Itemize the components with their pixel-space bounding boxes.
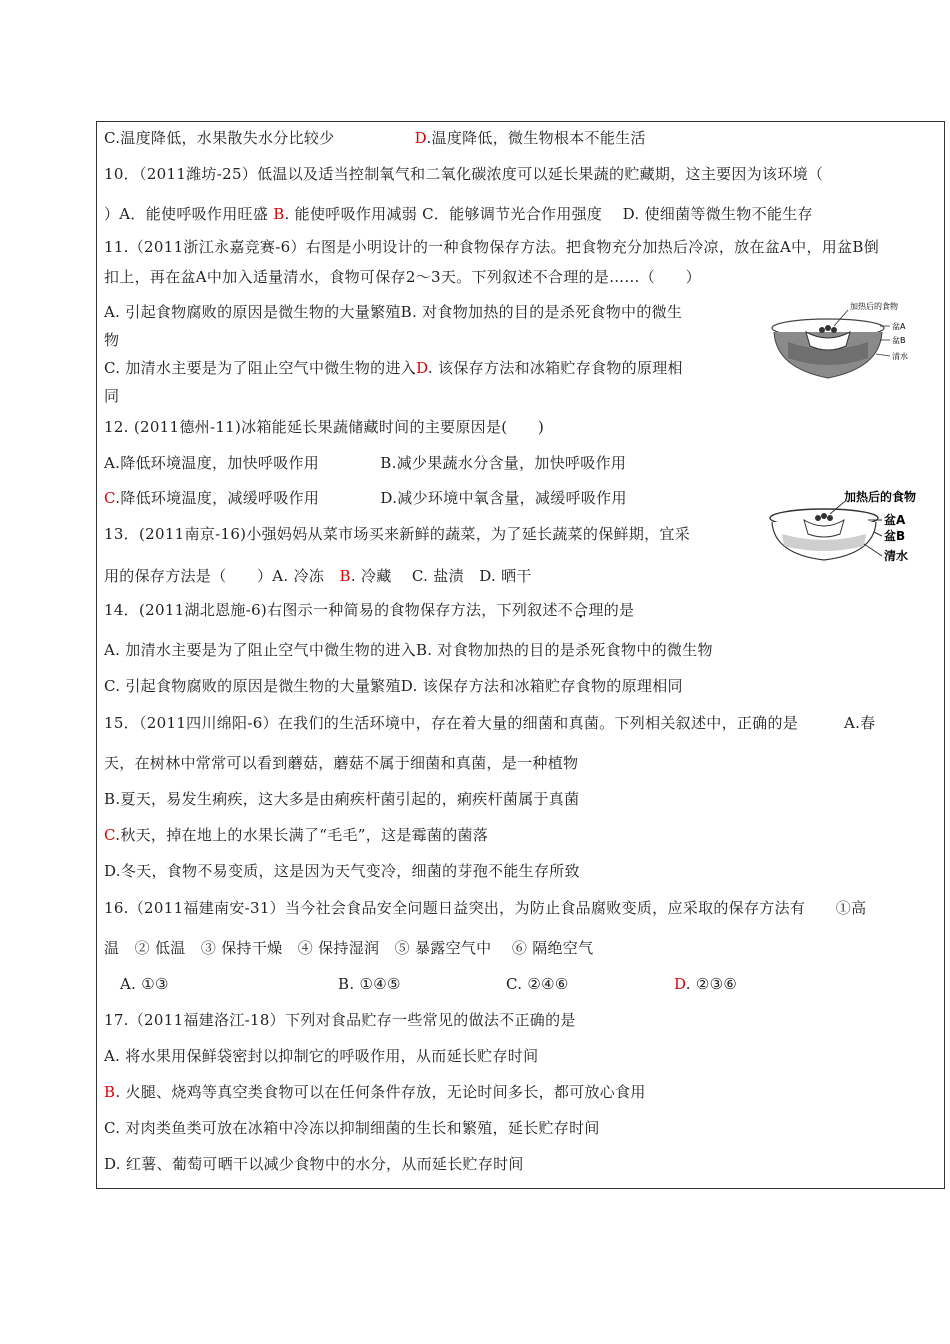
figure-label-basin-a: 盆A	[884, 513, 906, 527]
question-17-line-1: 17.（2011福建洛江-18）下列对食品贮存一些常见的做法不正确的是	[104, 1011, 576, 1029]
option-c: C. ②④⑥	[506, 975, 569, 993]
question-10-line-1: 10．（2011潍坊-25）低温以及适当控制氧气和二氧化碳浓度可以延长果蔬的贮藏期，这主要因为该环境（	[104, 165, 824, 183]
question-14-line-3: C. 引起食物腐败的原因是微生物的大量繁殖D. 该保存方法和冰箱贮存食物的原理相同	[104, 677, 683, 695]
pointer-line	[864, 544, 882, 556]
answer-letter: D	[416, 359, 428, 377]
emphasis-dots-text: 不合理	[557, 601, 604, 619]
figure-label-basin-b: 盆B	[892, 336, 906, 345]
answer-letter: B	[273, 205, 285, 223]
text-span: . 火腿、烧鸡等真空类食物可以在任何条件存放，无论时间多长，都可放心食用	[115, 1083, 646, 1101]
answer-letter: D	[414, 129, 427, 147]
text-span: . 冷藏 C. 盐渍 D. 晒干	[350, 567, 532, 585]
question-11-line-2: 扣上，再在盆A中加入适量清水，食物可保存2～3天。下列叙述不合理的是……（ ）	[104, 268, 701, 286]
text-span: . 能使呼吸作用减弱 C．能够调节光合作用强度 D. 使细菌等微生物不能生存	[284, 205, 813, 223]
question-17-line-2: A. 将水果用保鲜袋密封以抑制它的呼吸作用，从而延长贮存时间	[104, 1047, 539, 1065]
question-10-line-2	[104, 204, 813, 224]
option-c-text: C.温度降低，水果散失水分比较少	[104, 129, 335, 147]
question-17-line-3	[104, 1082, 646, 1102]
food	[821, 513, 827, 519]
option-line	[104, 128, 646, 148]
text-span: 用的保存方法是（ ）A. 冷冻	[104, 567, 340, 585]
food	[825, 325, 831, 331]
question-15-line-3: B.夏天，易发生痢疾，这大多是由痢疾杆菌引起的，痢疾杆菌属于真菌	[104, 790, 580, 808]
answer-letter: B	[339, 567, 351, 585]
question-11-line-3: A. 引起食物腐败的原因是微生物的大量繁殖B. 对食物加热的目的是杀死食物中的微生	[104, 303, 683, 321]
question-13-line-2	[104, 566, 532, 586]
food-storage-figure-1	[768, 298, 918, 388]
question-12-line-1: 12. (2011德州-11)冰箱能延长果蔬储藏时间的主要原因是( )	[104, 418, 545, 436]
figure-label-water: 清水	[892, 352, 908, 361]
text-span: .秋天，掉在地上的水果长满了“毛毛”，这是霉菌的菌落	[115, 826, 489, 844]
pointer-line	[834, 310, 848, 326]
answer-letter: C	[104, 826, 116, 844]
question-15-line-5: D.冬天，食物不易变质，这是因为天气变冷，细菌的芽孢不能生存所致	[104, 862, 580, 880]
question-11-line-5	[104, 358, 683, 378]
food	[831, 327, 837, 333]
pointer-line	[830, 502, 844, 514]
text-span: 的是	[603, 601, 635, 619]
question-16-line-1: 16.（2011福建南安-31）当今社会食品安全问题日益突出，为防止食品腐败变质，应采取的保存方法有 ①高	[104, 899, 867, 917]
food	[819, 327, 825, 333]
food	[815, 515, 821, 521]
question-14-line-1	[104, 600, 634, 620]
question-13-line-1: 13．(2011南京-16)小强妈妈从菜市场买来新鲜的蔬菜，为了延长蔬菜的保鲜期，宜采	[104, 525, 691, 543]
question-11-line-6: 同	[104, 387, 120, 405]
text-span: .降低环境温度，减缓呼吸作用 D.减少环境中氧含量，减缓呼吸作用	[115, 489, 627, 507]
answer-letter: C	[104, 489, 116, 507]
figure-label-basin-a: 盆A	[892, 322, 906, 331]
figure-label-water: 清水	[884, 549, 909, 563]
option-d-text: .温度降低，微生物根本不能生活	[426, 129, 646, 147]
question-15-line-2: 天，在树林中常常可以看到蘑菇，蘑菇不属于细菌和真菌，是一种植物	[104, 754, 579, 772]
text-span: C. 加清水主要是为了阻止空气中微生物的进入	[104, 359, 417, 377]
option-a: A. ①③	[120, 975, 169, 993]
answer-letter: B	[104, 1083, 116, 1101]
figure-label-food: 加热后的食物	[850, 302, 898, 311]
question-15-line-4	[104, 825, 488, 845]
pointer-line	[876, 354, 890, 356]
food-storage-figure-2	[764, 488, 934, 572]
question-12-line-2: A.降低环境温度，加快呼吸作用 B.减少果蔬水分含量，加快呼吸作用	[104, 454, 627, 472]
text-span: . 该保存方法和冰箱贮存食物的原理相	[427, 359, 683, 377]
question-14-line-2: A. 加清水主要是为了阻止空气中微生物的进入B. 对食物加热的目的是杀死食物中的微生物	[104, 641, 713, 659]
pointer-line	[874, 532, 882, 536]
question-16-line-2: 温 ② 低温 ③ 保持干燥 ④ 保持湿润 ⑤ 暴露空气中 ⑥ 隔绝空气	[104, 939, 594, 957]
figure-label-food: 加热后的食物	[844, 490, 917, 504]
text-span: 14．(2011湖北恩施-6)右图示一种简易的食物保存方法，下列叙述	[104, 601, 558, 619]
food	[827, 515, 833, 521]
question-16-options	[120, 974, 737, 994]
question-15-line-1: 15．（2011四川绵阳-6）在我们的生活环境中，存在着大量的细菌和真菌。下列相关叙述中，正确的是 A.春	[104, 714, 876, 732]
text-span: ）A．能使呼吸作用旺盛	[104, 205, 274, 223]
option-b: B. ①④⑤	[338, 975, 401, 993]
question-17-line-4: C. 对肉类鱼类可放在冰箱中冷冻以抑制细菌的生长和繁殖，延长贮存时间	[104, 1119, 600, 1137]
answer-letter: D	[674, 975, 686, 993]
question-11-line-1: 11.（2011浙江永嘉竞赛-6）右图是小明设计的一种食物保存方法。把食物充分加热后冷凉，放在盆A中，用盆B倒	[104, 238, 880, 256]
option-d: . ②③⑥	[685, 975, 738, 993]
question-17-line-5: D. 红薯、葡萄可晒干以减少食物中的水分，从而延长贮存时间	[104, 1155, 524, 1173]
question-11-line-4: 物	[104, 331, 120, 349]
question-12-line-3	[104, 488, 627, 508]
figure-label-basin-b: 盆B	[884, 529, 906, 543]
